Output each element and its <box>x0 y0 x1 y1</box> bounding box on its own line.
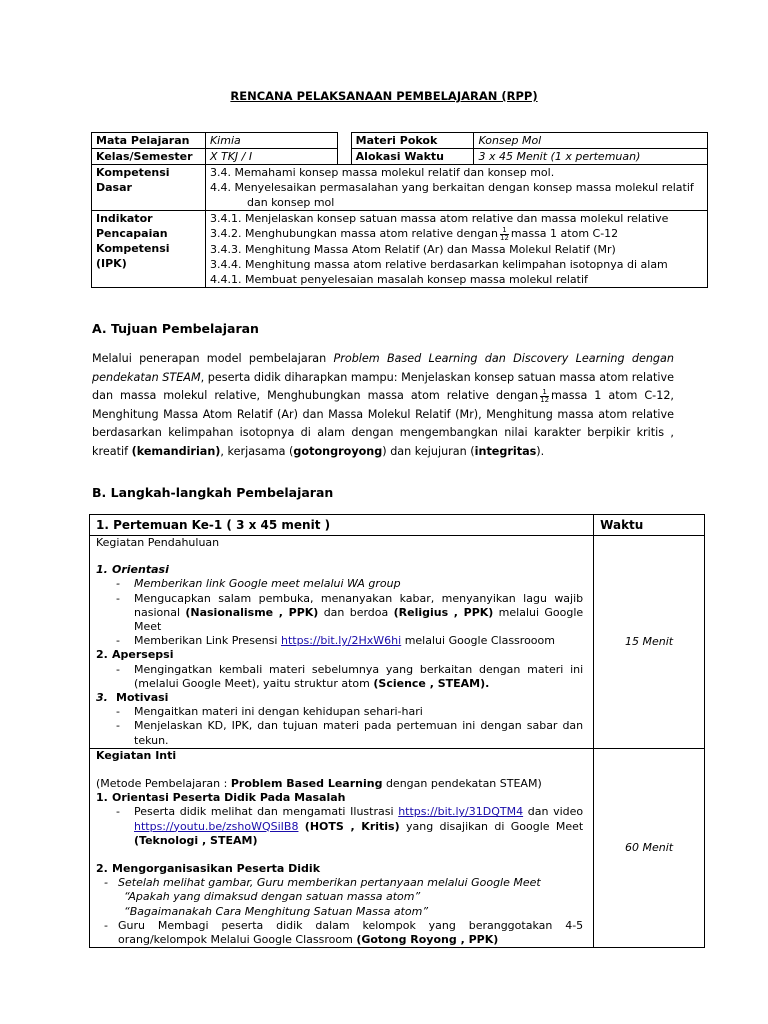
section-b-heading: B. Langkah-langkah Pembelajaran <box>92 485 334 500</box>
list-item: - Memberikan link Google meet melalui WA group <box>96 577 583 591</box>
presensi-link[interactable]: https://bit.ly/2HxW6hi <box>280 634 402 648</box>
ipk-content <box>205 211 707 288</box>
ipk-item: 3.4.1. Menjelaskan konsep satuan massa atom relative dan massa molekul relative <box>209 212 669 225</box>
inti-time: 60 Menit <box>594 748 705 947</box>
list-item: - Memberikan Link Presensi https://bit.ly/2HxW6hi melalui Google Classrooom <box>96 634 583 648</box>
organisasi-heading: 2. Mengorganisasikan Peserta Didik <box>96 862 321 876</box>
mapel-label: Mata Pelajaran <box>92 133 206 149</box>
kd-content <box>205 165 707 211</box>
inti-title: Kegiatan Inti <box>96 748 177 762</box>
list-item: - Mengingatkan kembali materi sebelumnya yang berkaitan dengan materi ini (melalui Google Meet), yaitu struktur atom (Science , STEAM). <box>96 663 583 691</box>
identity-table <box>91 132 708 288</box>
ipk-item: 3.4.4. Menghitung massa atom relative berdasarkan kelimpahan isotopnya di alam <box>209 257 668 271</box>
list-item: - Mengucapkan salam pembuka, menanyakan kabar, menyanyikan lagu wajib nasional (Nasionalisme , PPK) dan berdoa (Religius , PPK) melalui Google Meet <box>96 592 583 635</box>
kelas-value: X TKJ / I <box>205 149 337 165</box>
materi-value: Konsep Mol <box>474 133 708 149</box>
metode-line: (Metode Pembelajaran : Problem Based Learning dengan pendekatan STEAM) <box>96 777 542 791</box>
mapel-value: Kimia <box>205 133 337 149</box>
inti-cell <box>90 748 594 947</box>
tujuan-paragraph: Melalui penerapan model pembelajaran Problem Based Learning dan Discovery Learning dengan pendekatan STEAM, peserta didik diharapkan mampu: Menjelaskan konsep satuan massa atom relative dan massa molekul relative, Menghubungkan massa atom relative dengan $\frac{1}{12}$ massa 1 atom C-12, Menghitung Massa Atom Relatif (Ar) dan Massa Molekul Relatif (Mr), Menghitung massa atom relative berdasarkan kelimpahan isotopnya di alam dengan mengembangkan nilai karakter berpikir kritis , kreatif (kemandirian), kerjasama (gotongroyong) dan kejujuran (integritas). <box>92 352 674 458</box>
apersepsi-heading: 2. Apersepsi <box>96 648 174 662</box>
pendahuluan-time: 15 Menit <box>594 536 705 749</box>
kelas-label: Kelas/Semester <box>92 149 206 165</box>
steps-table <box>89 514 705 948</box>
list-item: - Mengaitkan materi ini dengan kehidupan sehari-hari <box>96 705 583 719</box>
list-item: - Peserta didik melihat dan mengamati Ilustrasi https://bit.ly/31DQTM4 dan video https://youtu.be/zshoWQSiIB8 (HOTS , Kritis) yang disajikan di Google Meet (Teknologi , STEAM) <box>96 805 583 848</box>
fraction: $\frac{1}{12}$ <box>499 225 509 242</box>
section-a-heading: A. Tujuan Pembelajaran <box>92 321 259 336</box>
motivasi-heading: 3. Motivasi <box>96 691 169 705</box>
meeting-header: 1. Pertemuan Ke-1 ( 3 x 45 menit ) <box>90 515 594 536</box>
fraction: $\frac{1}{12}$ <box>540 387 550 404</box>
waktu-header: Waktu <box>594 515 705 536</box>
orientasi-heading: 1. Orientasi <box>96 563 169 577</box>
video-link[interactable]: https://youtu.be/zshoWQSiIB8 <box>134 819 299 833</box>
alokasi-label: Alokasi Waktu <box>351 149 474 165</box>
pendahuluan-cell <box>90 536 594 749</box>
list-item: - Setelah melihat gambar, Guru memberikan pertanyaan melalui Google Meet “Apakah yang dimaksud dengan satuan massa atom” “Bagaimanakah Cara Menghitung Satuan Massa atom” <box>96 876 583 919</box>
orientasi-masalah-heading: 1. Orientasi Peserta Didik Pada Masalah <box>96 791 346 805</box>
ipk-item: 4.4.1. Membuat penyelesaian masalah konsep massa molekul relatif <box>209 272 588 286</box>
alokasi-value: 3 x 45 Menit (1 x pertemuan) <box>474 149 708 165</box>
pendahuluan-title: Kegiatan Pendahuluan <box>96 536 220 549</box>
list-item: - Guru Membagi peserta didik dalam kelompok yang beranggotakan 4-5 orang/kelompok Melalui Google Classroom (Gotong Royong , PPK) <box>96 919 583 947</box>
kd-item: 3.4. Memahami konsep massa molekul relatif dan konsep mol. <box>209 166 555 179</box>
kd-item: 4.4. Menyelesaikan permasalahan yang berkaitan dengan konsep massa molekul relatif dan konsep mol <box>209 181 694 209</box>
ipk-item: 3.4.3. Menghitung Massa Atom Relatif (Ar) dan Massa Molekul Relatif (Mr) <box>209 242 616 256</box>
kd-label: Kompetensi Dasar <box>92 165 206 211</box>
ilustrasi-link[interactable]: https://bit.ly/31DQTM4 <box>398 805 524 819</box>
list-item: - Menjelaskan KD, IPK, dan tujuan materi pada pertemuan ini dengan sabar dan tekun. <box>96 719 583 747</box>
ipk-label: Indikator Pencapaian Kompetensi (IPK) <box>92 211 206 288</box>
ipk-item: 3.4.2. Menghubungkan massa atom relative dengan $\frac{1}{12}$ massa 1 atom C-12 <box>209 225 619 242</box>
materi-label: Materi Pokok <box>351 133 474 149</box>
page-title: RENCANA PELAKSANAAN PEMBELAJARAN (RPP) <box>230 89 538 103</box>
